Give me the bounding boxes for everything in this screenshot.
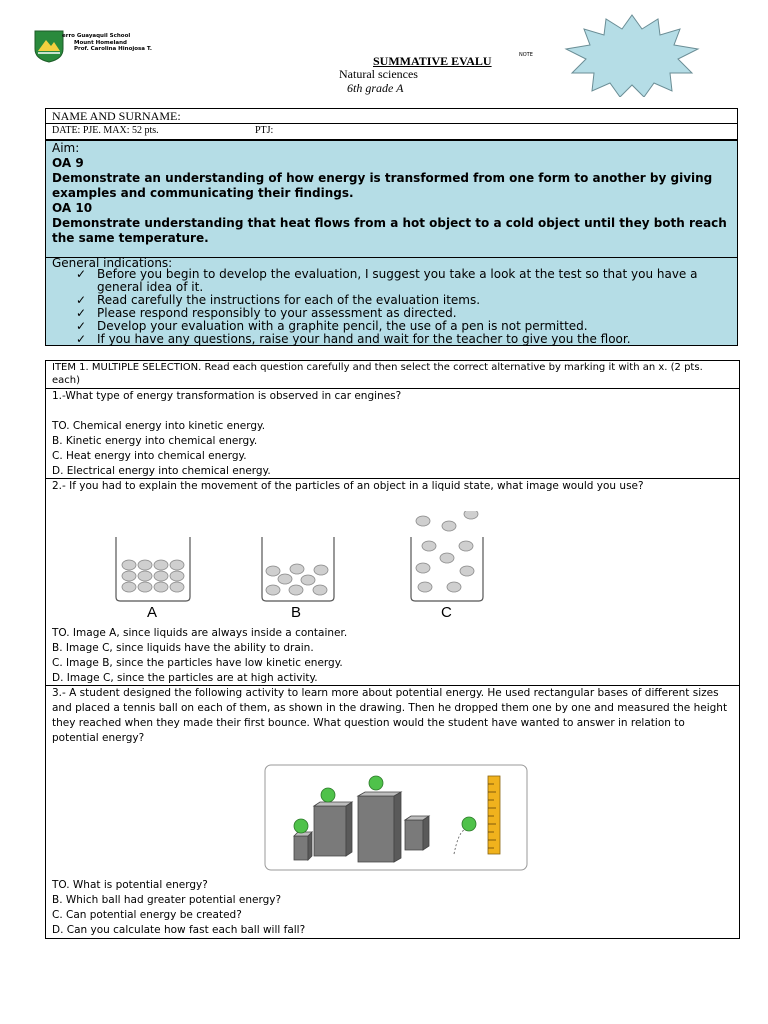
student-info-box <box>45 108 738 140</box>
option-b[interactable]: B. Image C, since liquids have the ability to drain. <box>52 642 314 654</box>
question-1 <box>46 389 739 479</box>
item1-heading: ITEM 1. MULTIPLE SELECTION. Read each question carefully and then select the correct alternative by marking it with an x. (2 pts. each) <box>46 361 739 389</box>
option-d[interactable]: D. Image C, since the particles are at high activity. <box>52 672 318 684</box>
option-a[interactable]: TO. Image A, since liquids are always inside a container. <box>52 627 348 639</box>
school-line: Prof. Carolina Hinojosa T. <box>74 46 152 52</box>
document-title: SUMMATIVE EVALU <box>373 54 492 68</box>
indication-text: Please respond responsibly to your assessment as directed. <box>97 306 457 320</box>
school-line: Mount Homeland <box>74 39 127 46</box>
star-shape <box>566 15 698 97</box>
option-b[interactable]: B. Which ball had greater potential energy? <box>52 894 282 906</box>
option-b[interactable]: B. Kinetic energy into chemical energy. <box>52 435 258 447</box>
indication-text: Read carefully the instructions for each of the evaluation items. <box>97 293 481 307</box>
aim-box <box>45 140 738 258</box>
grade-star-badge <box>562 13 702 97</box>
item1-box <box>45 360 740 939</box>
option-a[interactable]: TO. Chemical energy into kinetic energy. <box>52 420 266 432</box>
oa10-text: Demonstrate understanding that heat flows from a hot object to a cold object until they both reach the same temperature. <box>52 216 727 245</box>
indication-text: Develop your evaluation with a graphite pencil, the use of a pen is not permitted. <box>97 319 588 333</box>
school-line: erro Guayaquil School <box>62 33 131 39</box>
label-a: A <box>147 604 158 621</box>
potential-energy-figure <box>264 764 528 872</box>
question-2 <box>46 479 739 686</box>
check-icon: ✓ <box>76 306 87 320</box>
grade: 6th grade A <box>347 81 404 95</box>
name-field[interactable] <box>46 109 737 124</box>
option-c[interactable]: C. Image B, since the particles have low kinetic energy. <box>52 657 343 669</box>
oa9-code: OA 9 <box>52 156 84 170</box>
question-1-text: 1.-What type of energy transformation is observed in car engines? <box>52 390 402 402</box>
oa10-code: OA 10 <box>52 201 93 215</box>
ruler <box>488 776 500 854</box>
container-b <box>262 537 334 601</box>
indications-label: General indications: <box>52 256 173 270</box>
label-b: B <box>291 604 302 621</box>
container-a <box>116 537 190 601</box>
school-logo <box>33 29 65 63</box>
subject: Natural sciences <box>339 67 418 81</box>
question-2-text: 2.- If you had to explain the movement of the particles of an object in a liquid state, what image would you use? <box>52 480 644 492</box>
name-label: NAME AND SURNAME: <box>52 109 181 123</box>
ptj-label: PTJ: <box>255 125 274 136</box>
question-3-text: 3.- A student designed the following activity to learn more about potential energy. He used rectangular bases of different sizes and placed a tennis ball on each of them, as shown in the drawing. Then he dropped them one by one and measured the height they reached when they made their first bounce. What question would the student have wanted to answer in relation to potential energy? <box>52 687 728 744</box>
indication-item <box>52 268 731 294</box>
check-icon: ✓ <box>76 293 87 307</box>
aim-content <box>52 141 729 246</box>
check-icon: ✓ <box>76 332 87 346</box>
option-c[interactable]: C. Can potential energy be created? <box>52 909 242 921</box>
option-a[interactable]: TO. What is potential energy? <box>52 879 208 891</box>
indications-box <box>45 257 738 346</box>
indications-list <box>52 268 731 346</box>
option-d[interactable]: D. Electrical energy into chemical energy. <box>52 465 271 477</box>
date-field <box>46 124 737 139</box>
label-c: C <box>441 604 452 621</box>
container-c <box>411 511 483 601</box>
particle-states-figure <box>111 511 501 621</box>
check-icon: ✓ <box>76 319 87 333</box>
school-info <box>62 33 152 53</box>
oa9-text: Demonstrate an understanding of how energy is transformed from one form to another by giving examples and communicating their findings. <box>52 171 713 200</box>
indication-item <box>52 333 731 346</box>
question-3 <box>46 686 739 938</box>
check-icon: ✓ <box>76 267 87 281</box>
date-label: DATE: PJE. MAX: 52 pts. <box>52 125 159 136</box>
option-d[interactable]: D. Can you calculate how fast each ball will fall? <box>52 924 306 936</box>
indication-text: Before you begin to develop the evaluation, I suggest you take a look at the test so that you have a general idea of it. <box>97 267 698 294</box>
aim-label: Aim: <box>52 141 80 155</box>
option-c[interactable]: C. Heat energy into chemical energy. <box>52 450 247 462</box>
note-label: NOTE <box>519 52 533 58</box>
indication-text: If you have any questions, raise your hand and wait for the teacher to give you the floor. <box>97 332 631 346</box>
